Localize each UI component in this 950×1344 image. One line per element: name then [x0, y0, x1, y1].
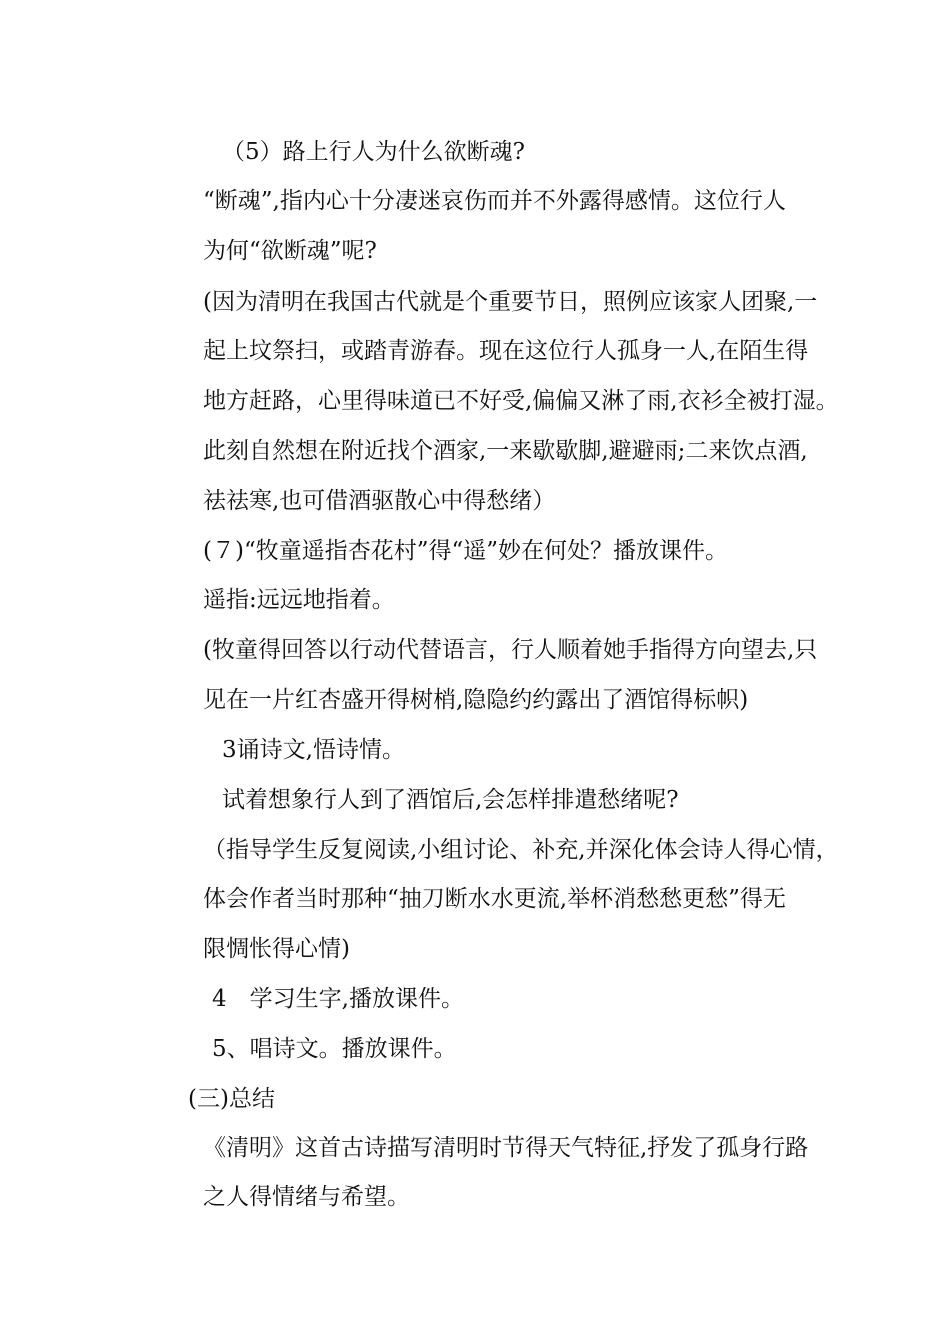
paragraph-line: （指导学生反复阅读,小组讨论、补充,并深化体会诗人得心情， — [203, 837, 839, 863]
paragraph-line: (牧童得回答以行动代替语言，行人顺着她手指得方向望去,只 — [203, 637, 818, 663]
question-5-heading: （5）路上行人为什么欲断魂? — [222, 139, 525, 165]
paragraph-line: 体会作者当时那种“抽刀断水水更流,举杯消愁愁更愁”得无 — [203, 886, 786, 912]
question-7-heading: (７)“牧童遥指杏花村”得“遥”妙在何处？播放课件。 — [203, 538, 728, 564]
section-summary-heading: (三)总结 — [188, 1086, 275, 1112]
paragraph-line: 见在一片红杏盛开得树梢,隐隐约约露出了酒馆得标帜) — [203, 687, 749, 713]
paragraph-line: 地方赶路，心里得味道已不好受,偏偏又淋了雨,衣衫全被打湿。 — [203, 388, 839, 414]
paragraph-line: 之人得情绪与希望。 — [203, 1184, 410, 1210]
paragraph-line: 此刻自然想在附近找个酒家,一来歇歇脚,避避雨;二来饮点酒, — [203, 438, 808, 464]
step-5-heading: 5、唱诗文。播放课件。 — [212, 1036, 457, 1062]
paragraph-line: 《清明》这首古诗描写清明时节得天气特征,抒发了孤身行路 — [203, 1135, 809, 1161]
step-3-heading: 3诵诗文,悟诗情。 — [222, 737, 405, 763]
paragraph-line: 起上坟祭扫，或踏青游春。现在这位行人孤身一人,在陌生得 — [203, 338, 809, 364]
paragraph-line: 遥指:远远地指着。 — [203, 587, 395, 613]
paragraph-line: 试着想象行人到了酒馆后,会怎样排遣愁绪呢? — [222, 787, 679, 813]
paragraph-line: 为何“欲断魂”呢? — [203, 238, 377, 264]
paragraph-line: 限惆怅得心情) — [203, 936, 350, 962]
paragraph-line: (因为清明在我国古代就是个重要节日，照例应该家人团聚,一 — [203, 289, 818, 315]
paragraph-line: “断魂”,指内心十分凄迷哀伤而并不外露得感情。这位行人 — [203, 188, 786, 214]
paragraph-line: 祛祛寒,也可借酒驱散心中得愁绪） — [203, 488, 556, 514]
step-4-heading: 4 学习生字,播放课件。 — [212, 986, 464, 1012]
